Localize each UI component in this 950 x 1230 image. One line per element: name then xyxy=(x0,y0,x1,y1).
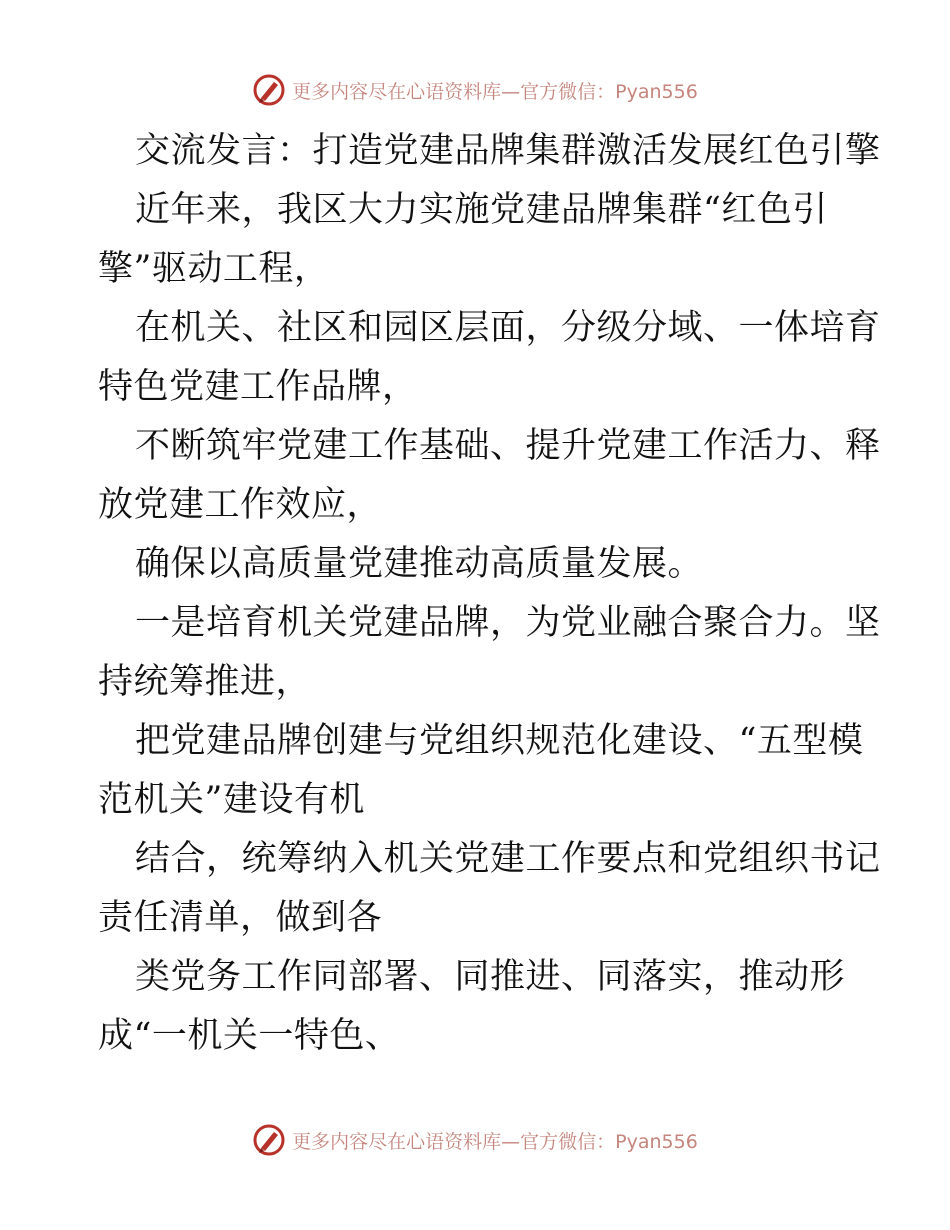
paragraph xyxy=(98,712,864,830)
pen-logo-icon xyxy=(252,73,286,107)
line: 范机关”建设有机 xyxy=(98,780,365,820)
line: 责任清单，做到各 xyxy=(98,898,383,938)
paragraph xyxy=(98,948,858,1066)
line: 成“一机关一特色、 xyxy=(98,1016,401,1056)
document-body xyxy=(98,122,881,1066)
line: 放党建工作效应， xyxy=(98,485,383,525)
line: 结合，统筹纳入机关党建工作要点和党组织书记 xyxy=(135,839,881,879)
line: 类党务工作同部署、同推进、同落实，推动形 xyxy=(135,957,846,997)
line: 近年来，我区大力实施党建品牌集群“红色引 xyxy=(135,190,828,230)
paragraph xyxy=(98,535,858,594)
pen-logo-icon xyxy=(252,1123,286,1157)
paragraph xyxy=(98,299,881,417)
line: 交流发言：打造党建品牌集群激活发展红色引擎 xyxy=(135,131,881,171)
line: 把党建品牌创建与党组织规范化建设、“五型模 xyxy=(135,721,864,761)
line: 一是培育机关党建品牌，为党业融合聚合力。坚 xyxy=(135,603,881,643)
line: 持统筹推进， xyxy=(98,662,312,702)
watermark-text: 更多内容尽在心语资料库—官方微信：Pyan556 xyxy=(292,80,698,103)
paragraph xyxy=(98,594,881,712)
paragraph xyxy=(98,417,881,535)
line: 擎”驱动工程， xyxy=(98,249,330,289)
line: 特色党建工作品牌， xyxy=(98,367,418,407)
paragraph xyxy=(98,181,858,299)
watermark-header xyxy=(0,70,950,110)
line: 确保以高质量党建推动高质量发展。 xyxy=(135,544,704,584)
line: 在机关、社区和园区层面，分级分域、一体培育 xyxy=(135,308,881,348)
watermark-text: 更多内容尽在心语资料库—官方微信：Pyan556 xyxy=(292,1130,698,1153)
paragraph-title xyxy=(98,122,881,181)
watermark-footer xyxy=(0,1120,950,1160)
line: 不断筑牢党建工作基础、提升党建工作活力、释 xyxy=(135,426,881,466)
paragraph xyxy=(98,830,881,948)
